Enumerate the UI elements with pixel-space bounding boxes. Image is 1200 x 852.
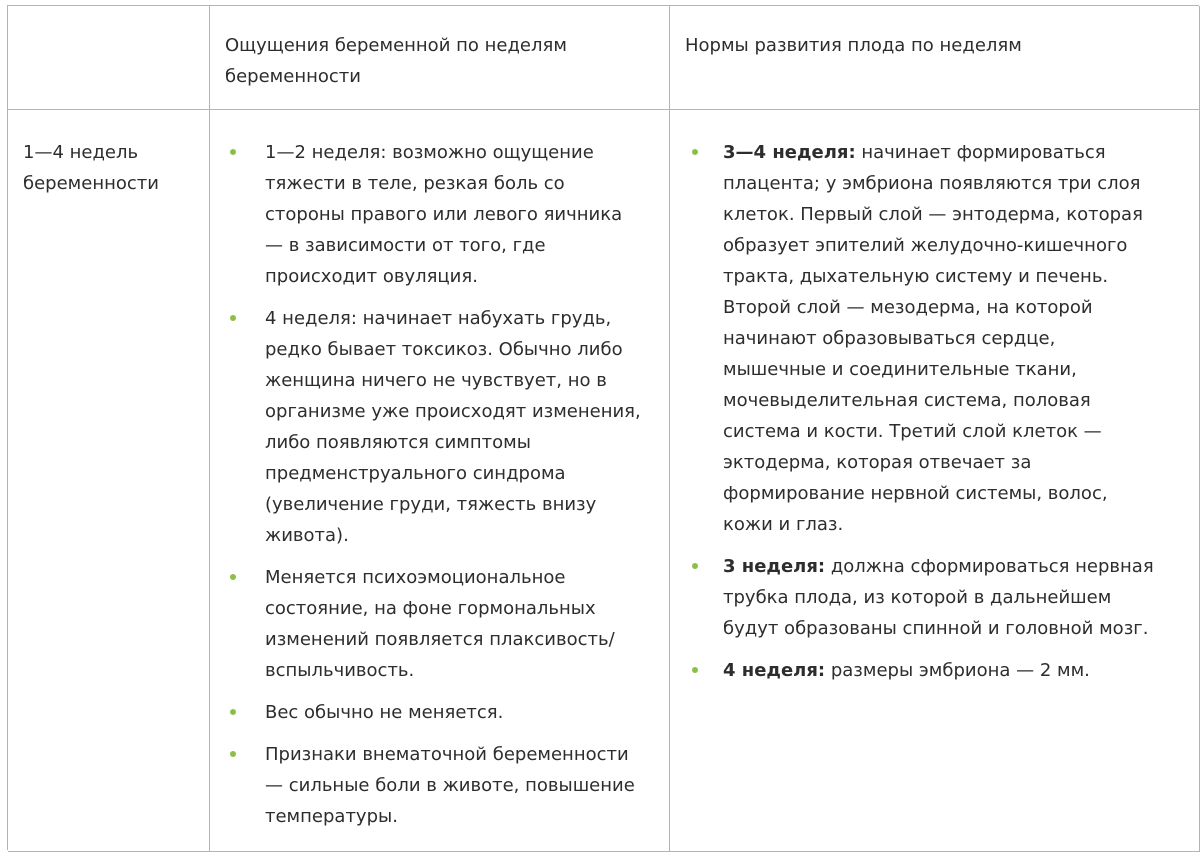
norm-text: начинает формироваться плацента; у эмбриона появляются три слоя клеток. Первый слой — энтодерма, которая образует эпителий желудочно-кишечного тракта, дыхательную систему и печень. Второй слой — мезодерма, на которой начинают образовываться сердце, мышечные и соединительные ткани, мочевыделительная система, половая система и кости. Третий слой клеток — эктодерма, которая отвечает за формирование нервной системы, волос, кожи и глаз. xyxy=(723,142,1143,535)
bullet-dot-icon xyxy=(230,709,236,715)
header-sensations-title: Ощущения беременной по неделям беременности xyxy=(225,35,567,87)
fetal-norms-cell xyxy=(670,110,1200,852)
bullet-dot-icon xyxy=(230,751,236,757)
sensation-text: 1—2 неделя: возможно ощущение тяжести в теле, резкая боль со стороны правого или левого яичника — в зависимости от того, где происходит овуляция. xyxy=(265,142,623,287)
bullet-dot-icon xyxy=(692,149,698,155)
list-item xyxy=(670,551,1199,644)
period-label: 1—4 недель беременности xyxy=(23,142,159,194)
list-item xyxy=(670,655,1199,686)
norm-text: размеры эмбриона — 2 мм. xyxy=(825,660,1090,681)
sensation-text: Вес обычно не меняется. xyxy=(265,702,504,723)
list-item xyxy=(210,137,669,292)
norm-text: должна сформироваться нервная трубка плода, из которой в дальнейшем будут образованы спинной и головной мозг. xyxy=(723,556,1154,639)
list-item xyxy=(210,697,669,728)
sensations-cell xyxy=(210,110,670,852)
bullet-dot-icon xyxy=(692,563,698,569)
header-cell-fetal-norms xyxy=(670,6,1200,110)
list-item xyxy=(210,562,669,686)
norm-week-label: 4 неделя: xyxy=(723,660,826,681)
bullet-dot-icon xyxy=(230,315,236,321)
list-item xyxy=(670,137,1199,540)
norm-week-label: 3 неделя: xyxy=(723,556,826,577)
header-cell-empty xyxy=(8,6,210,110)
period-cell xyxy=(8,110,210,852)
bullet-dot-icon xyxy=(230,574,236,580)
bullet-dot-icon xyxy=(692,667,698,673)
header-fetal-norms-title: Нормы развития плода по неделям xyxy=(685,35,1022,56)
list-item xyxy=(210,739,669,832)
sensations-list xyxy=(210,137,669,843)
list-item xyxy=(210,303,669,551)
bullet-dot-icon xyxy=(230,149,236,155)
pregnancy-table xyxy=(7,5,1199,850)
sensation-text: Меняется психоэмоциональное состояние, на фоне гормональных изменений появляется плаксивость/вспыльчивость. xyxy=(265,567,615,681)
fetal-norms-list xyxy=(670,137,1199,697)
sensation-text: 4 неделя: начинает набухать грудь, редко бывает токсикоз. Обычно либо женщина ничего не чувствует, но в организме уже происходят изменения, либо появляются симптомы предменструального синдрома (увеличение груди, тяжесть внизу живота). xyxy=(265,308,641,546)
header-cell-sensations xyxy=(210,6,670,110)
norm-week-label: 3—4 неделя: xyxy=(723,142,856,163)
sensation-text: Признаки внематочной беременности — сильные боли в животе, повышение температуры. xyxy=(265,744,635,827)
